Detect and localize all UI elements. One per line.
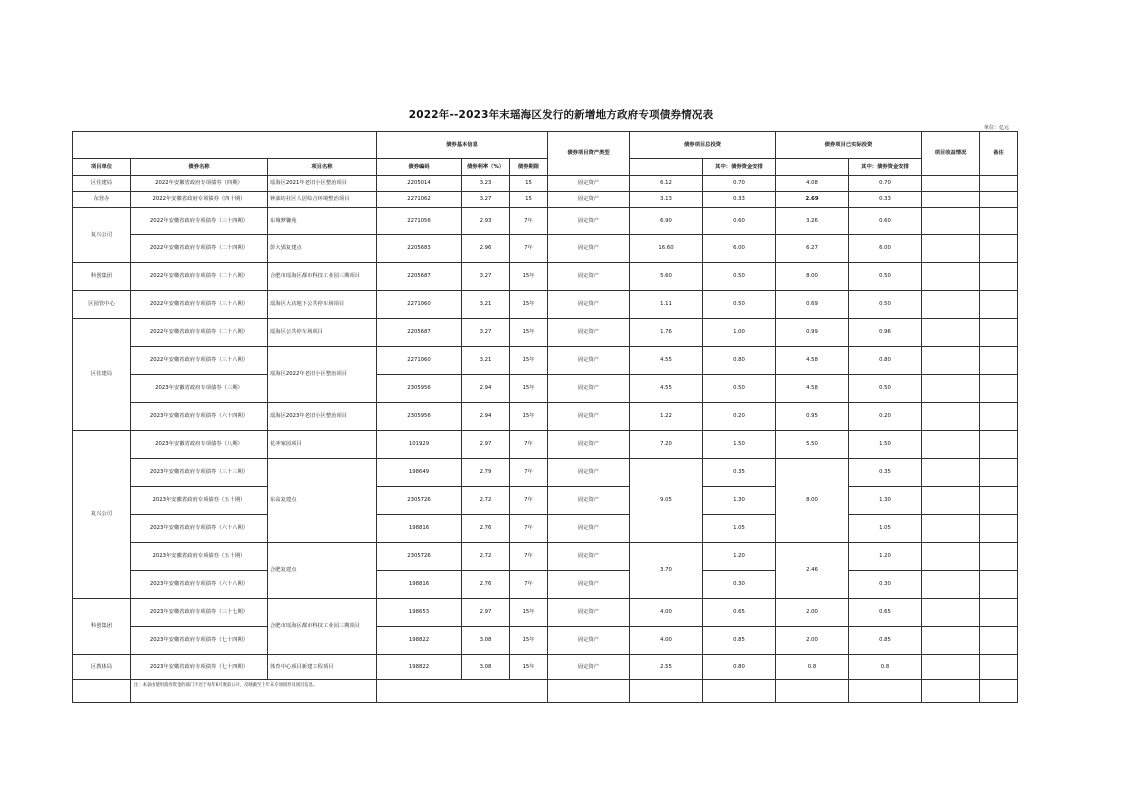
rate-cell: 2.97 — [462, 599, 510, 627]
rate-cell: 2.79 — [462, 459, 510, 487]
bond-name-cell: 2023年安徽省政府专项债券（七十四期） — [131, 655, 268, 680]
project-cell: 东城梦馨苑 — [268, 208, 377, 235]
code-cell: 198822 — [377, 627, 462, 655]
remark-cell — [980, 459, 1018, 487]
project-cell: 瑶海区2022年老旧小区整治项目 — [268, 347, 377, 403]
remark-cell — [980, 347, 1018, 375]
remark-cell — [980, 235, 1018, 263]
term-cell: 7年 — [510, 235, 548, 263]
project-cell: 瑶海区2021年老旧小区整治项目 — [268, 176, 377, 192]
remark-cell — [980, 543, 1018, 571]
note-blank — [73, 680, 131, 703]
total-bond-cell: 0.30 — [703, 571, 776, 599]
header-actual-invest: 债券项目已实际投资 — [776, 132, 922, 159]
remark-cell — [980, 403, 1018, 431]
project-cell: 合肥市瑶海区都市科技工业园三期项目 — [268, 599, 377, 655]
revenue-cell — [922, 347, 980, 375]
rate-cell: 3.21 — [462, 347, 510, 375]
actual-cell: 2.46 — [776, 543, 849, 599]
rate-cell: 2.93 — [462, 208, 510, 235]
table-row — [73, 431, 1018, 459]
revenue-cell — [922, 192, 980, 208]
asset-cell: 固定资产 — [548, 319, 630, 347]
total-bond-cell: 0.33 — [703, 192, 776, 208]
asset-cell: 固定资产 — [548, 375, 630, 403]
code-cell: 2271060 — [377, 291, 462, 319]
total-bond-cell: 0.50 — [703, 291, 776, 319]
remark-cell — [980, 655, 1018, 680]
note-empty-cell — [703, 680, 776, 703]
rate-cell: 3.27 — [462, 263, 510, 291]
rate-cell: 2.72 — [462, 543, 510, 571]
actual-cell: 3.26 — [776, 208, 849, 235]
term-cell: 7年 — [510, 515, 548, 543]
actual-cell: 0.8 — [776, 655, 849, 680]
remark-cell — [980, 487, 1018, 515]
unit-cell: 区住建局 — [73, 319, 131, 431]
total-bond-cell: 0.50 — [703, 375, 776, 403]
bond-name-cell: 2023年安徽省政府专项债券（五十期） — [131, 543, 268, 571]
code-cell: 2271056 — [377, 208, 462, 235]
project-cell: 体育中心项目新建工程项目 — [268, 655, 377, 680]
code-cell: 2205687 — [377, 319, 462, 347]
actual-bond-cell: 1.20 — [849, 543, 922, 571]
term-cell: 7年 — [510, 431, 548, 459]
rate-cell: 2.72 — [462, 487, 510, 515]
note-empty-cell — [922, 680, 980, 703]
note-empty-cell — [980, 680, 1018, 703]
actual-cell: 2.00 — [776, 627, 849, 655]
actual-cell: 5.50 — [776, 431, 849, 459]
revenue-cell — [922, 487, 980, 515]
project-cell: 花冲家园项目 — [268, 431, 377, 459]
actual-cell: 4.58 — [776, 375, 849, 403]
code-cell: 198816 — [377, 571, 462, 599]
remark-cell — [980, 515, 1018, 543]
actual-bond-cell: 0.80 — [849, 347, 922, 375]
code-cell: 198649 — [377, 459, 462, 487]
rate-cell: 2.96 — [462, 235, 510, 263]
unit-label: 单位：亿元 — [983, 125, 1009, 131]
remark-cell — [980, 319, 1018, 347]
revenue-cell — [922, 571, 980, 599]
actual-cell: 2.00 — [776, 599, 849, 627]
actual-bond-cell: 1.05 — [849, 515, 922, 543]
note-empty-cell — [630, 680, 703, 703]
term-cell: 15年 — [510, 263, 548, 291]
unit-cell: 复兴公司 — [73, 208, 131, 263]
term-cell: 15 — [510, 176, 548, 192]
asset-cell: 固定资产 — [548, 627, 630, 655]
table-row — [73, 571, 1018, 599]
bond-name-cell: 2023年安徽省政府专项债券（三期） — [131, 375, 268, 403]
bond-name-cell: 2022年安徽省政府专项债券（三十八期） — [131, 291, 268, 319]
code-cell: 198653 — [377, 599, 462, 627]
total-cell: 9.05 — [630, 459, 703, 543]
header-group-row — [73, 132, 1018, 159]
bond-name-cell: 2022年安徽省政府专项债券（三十八期） — [131, 347, 268, 375]
actual-bond-cell: 0.30 — [849, 571, 922, 599]
actual-cell: 2.69 — [776, 192, 849, 208]
term-cell: 15年 — [510, 375, 548, 403]
project-cell: 合肥市瑶海区都市科技工业园三期项目 — [268, 263, 377, 291]
rate-cell: 3.27 — [462, 192, 510, 208]
actual-bond-cell: 1.50 — [849, 431, 922, 459]
header-actual-blank — [776, 159, 849, 176]
total-cell: 3.13 — [630, 192, 703, 208]
total-cell: 3.70 — [630, 543, 703, 599]
asset-cell: 固定资产 — [548, 431, 630, 459]
note-row — [73, 680, 1018, 703]
revenue-cell — [922, 291, 980, 319]
page-title: 2022年--2023年末瑶海区发行的新增地方政府专项债券情况表 — [408, 109, 714, 121]
total-cell: 2.55 — [630, 655, 703, 680]
project-cell: 瑶海区2023年老旧小区整治项目 — [268, 403, 377, 431]
unit-cell: 区住建局 — [73, 176, 131, 192]
actual-bond-cell: 0.85 — [849, 627, 922, 655]
code-cell: 2205683 — [377, 235, 462, 263]
asset-cell: 固定资产 — [548, 291, 630, 319]
bond-name-cell: 2023年安徽省政府专项债券（六十八期） — [131, 571, 268, 599]
asset-cell: 固定资产 — [548, 263, 630, 291]
bond-name-cell: 2022年安徽省政府专项债券（二十四期） — [131, 235, 268, 263]
header-rate: 债券利率（%） — [462, 159, 510, 176]
total-bond-cell: 1.30 — [703, 487, 776, 515]
actual-cell: 0.95 — [776, 403, 849, 431]
footnote: 注：本表由使用债券资金的部门不迟于每年6月底前公开，反映截至上年末专项债券及项目信息。 — [131, 680, 377, 703]
header-row — [73, 159, 1018, 176]
remark-cell — [980, 627, 1018, 655]
asset-cell: 固定资产 — [548, 571, 630, 599]
term-cell: 7年 — [510, 208, 548, 235]
table-row — [73, 263, 1018, 291]
table-row — [73, 515, 1018, 543]
bond-name-cell: 2023年安徽省政府专项债券（六十四期） — [131, 403, 268, 431]
total-bond-cell: 0.85 — [703, 627, 776, 655]
total-bond-cell: 1.00 — [703, 319, 776, 347]
project-cell: 钟油坊社区人居综合环境整治项目 — [268, 192, 377, 208]
total-bond-cell: 0.80 — [703, 655, 776, 680]
header-bond-name: 债券名称 — [131, 159, 268, 176]
code-cell: 198822 — [377, 655, 462, 680]
actual-bond-cell: 1.30 — [849, 487, 922, 515]
header-total-invest: 债券项目总投资 — [630, 132, 776, 159]
code-cell: 2305956 — [377, 375, 462, 403]
total-bond-cell: 1.20 — [703, 543, 776, 571]
term-cell: 7年 — [510, 487, 548, 515]
bond-name-cell: 2023年安徽省政府专项债券（三十三期） — [131, 459, 268, 487]
table-row — [73, 599, 1018, 627]
revenue-cell — [922, 176, 980, 192]
term-cell: 15年 — [510, 347, 548, 375]
total-cell: 1.76 — [630, 319, 703, 347]
actual-bond-cell: 0.60 — [849, 208, 922, 235]
revenue-cell — [922, 375, 980, 403]
rate-cell: 2.76 — [462, 515, 510, 543]
actual-cell: 4.58 — [776, 347, 849, 375]
total-cell: 4.55 — [630, 375, 703, 403]
remark-cell — [980, 291, 1018, 319]
actual-cell: 6.27 — [776, 235, 849, 263]
rate-cell: 2.76 — [462, 571, 510, 599]
header-remark: 备注 — [980, 132, 1018, 176]
revenue-cell — [922, 599, 980, 627]
bond-name-cell: 2022年安徽省政府专项债券（二十八期） — [131, 319, 268, 347]
header-total-blank — [630, 159, 703, 176]
actual-bond-cell: 0.50 — [849, 291, 922, 319]
asset-cell: 固定资产 — [548, 487, 630, 515]
actual-cell: 8.00 — [776, 459, 849, 543]
total-cell: 1.11 — [630, 291, 703, 319]
remark-cell — [980, 571, 1018, 599]
note-empty-cell — [548, 680, 630, 703]
term-cell: 15年 — [510, 403, 548, 431]
asset-cell: 固定资产 — [548, 192, 630, 208]
remark-cell — [980, 263, 1018, 291]
total-bond-cell: 0.70 — [703, 176, 776, 192]
header-project: 项目名称 — [268, 159, 377, 176]
total-cell: 4.55 — [630, 347, 703, 375]
header-term: 债券期限 — [510, 159, 548, 176]
bond-name-cell: 2023年安徽省政府专项债券（三十七期） — [131, 599, 268, 627]
revenue-cell — [922, 431, 980, 459]
asset-cell: 固定资产 — [548, 403, 630, 431]
total-cell: 4.00 — [630, 599, 703, 627]
table-row — [73, 291, 1018, 319]
header-unit: 项目单位 — [73, 159, 131, 176]
actual-cell: 0.69 — [776, 291, 849, 319]
table-row — [73, 375, 1018, 403]
asset-cell: 固定资产 — [548, 543, 630, 571]
term-cell: 7年 — [510, 571, 548, 599]
total-bond-cell: 0.35 — [703, 459, 776, 487]
code-cell: 2305956 — [377, 403, 462, 431]
table-row — [73, 192, 1018, 208]
total-cell: 16.60 — [630, 235, 703, 263]
rate-cell: 3.08 — [462, 655, 510, 680]
rate-cell: 3.27 — [462, 319, 510, 347]
asset-cell: 固定资产 — [548, 235, 630, 263]
header-blank — [73, 132, 377, 159]
header-code: 债券编码 — [377, 159, 462, 176]
project-cell: 东高复建点 — [268, 459, 377, 543]
note-empty-cell — [849, 680, 922, 703]
code-cell: 2305726 — [377, 487, 462, 515]
bond-name-cell: 2023年安徽省政府专项债券（八期） — [131, 431, 268, 459]
actual-bond-cell: 0.50 — [849, 375, 922, 403]
actual-bond-cell: 0.33 — [849, 192, 922, 208]
revenue-cell — [922, 459, 980, 487]
term-cell: 15年 — [510, 655, 548, 680]
term-cell: 15年 — [510, 319, 548, 347]
revenue-cell — [922, 515, 980, 543]
asset-cell: 固定资产 — [548, 655, 630, 680]
note-empty-cell — [776, 680, 849, 703]
header-revenue: 项目收益情况 — [922, 132, 980, 176]
rate-cell: 3.23 — [462, 176, 510, 192]
term-cell: 7年 — [510, 459, 548, 487]
rate-cell: 2.94 — [462, 403, 510, 431]
code-cell: 198816 — [377, 515, 462, 543]
total-cell: 4.00 — [630, 627, 703, 655]
unit-cell: 复兴公司 — [73, 431, 131, 599]
total-bond-cell: 1.50 — [703, 431, 776, 459]
bond-name-cell: 2023年安徽省政府专项债券（五十期） — [131, 487, 268, 515]
bond-name-cell: 2023年安徽省政府专项债券（七十四期） — [131, 627, 268, 655]
note-empty-cell — [377, 680, 548, 703]
project-cell: 合肥复建点 — [268, 543, 377, 599]
header-total-of-which: 其中：债券资金安排 — [703, 159, 776, 176]
total-bond-cell: 6.00 — [703, 235, 776, 263]
header-actual-of-which: 其中：债券资金安排 — [849, 159, 922, 176]
table-row — [73, 487, 1018, 515]
actual-bond-cell: 0.65 — [849, 599, 922, 627]
actual-bond-cell: 0.8 — [849, 655, 922, 680]
rate-cell: 3.21 — [462, 291, 510, 319]
asset-cell: 固定资产 — [548, 347, 630, 375]
revenue-cell — [922, 627, 980, 655]
table-row — [73, 235, 1018, 263]
total-bond-cell: 0.20 — [703, 403, 776, 431]
asset-cell: 固定资产 — [548, 459, 630, 487]
remark-cell — [980, 192, 1018, 208]
header-asset-type: 债券项目资产类型 — [548, 132, 630, 176]
total-bond-cell: 0.50 — [703, 263, 776, 291]
term-cell: 15年 — [510, 291, 548, 319]
actual-cell: 8.00 — [776, 263, 849, 291]
remark-cell — [980, 431, 1018, 459]
total-cell: 1.22 — [630, 403, 703, 431]
unit-cell: 区教体局 — [73, 655, 131, 680]
actual-bond-cell: 6.00 — [849, 235, 922, 263]
actual-cell: 0.99 — [776, 319, 849, 347]
revenue-cell — [922, 543, 980, 571]
actual-bond-cell: 0.70 — [849, 176, 922, 192]
revenue-cell — [922, 655, 980, 680]
total-bond-cell: 1.05 — [703, 515, 776, 543]
bond-name-cell: 2023年安徽省政府专项债券（六十八期） — [131, 515, 268, 543]
term-cell: 7年 — [510, 543, 548, 571]
actual-bond-cell: 0.20 — [849, 403, 922, 431]
remark-cell — [980, 208, 1018, 235]
rate-cell: 2.94 — [462, 375, 510, 403]
asset-cell: 固定资产 — [548, 599, 630, 627]
table-row — [73, 543, 1018, 571]
revenue-cell — [922, 235, 980, 263]
actual-cell: 4.08 — [776, 176, 849, 192]
asset-cell: 固定资产 — [548, 176, 630, 192]
debt-table — [72, 131, 1018, 703]
asset-cell: 固定资产 — [548, 515, 630, 543]
project-cell: 彭大郢复建点 — [268, 235, 377, 263]
revenue-cell — [922, 263, 980, 291]
code-cell: 101929 — [377, 431, 462, 459]
revenue-cell — [922, 208, 980, 235]
unit-cell: 科创集团 — [73, 599, 131, 655]
table-row — [73, 459, 1018, 487]
total-cell: 6.12 — [630, 176, 703, 192]
code-cell: 2271062 — [377, 192, 462, 208]
asset-cell: 固定资产 — [548, 208, 630, 235]
total-cell: 6.90 — [630, 208, 703, 235]
term-cell: 15年 — [510, 599, 548, 627]
actual-bond-cell: 0.50 — [849, 263, 922, 291]
term-cell: 15年 — [510, 627, 548, 655]
table-row — [73, 655, 1018, 680]
bond-name-cell: 2022年安徽省政府专项债券（二十八期） — [131, 263, 268, 291]
total-cell: 5.60 — [630, 263, 703, 291]
bond-name-cell: 2022年安徽省政府专项债券（四十期） — [131, 192, 268, 208]
table-row — [73, 347, 1018, 375]
remark-cell — [980, 176, 1018, 192]
code-cell: 2271060 — [377, 347, 462, 375]
rate-cell: 2.97 — [462, 431, 510, 459]
code-cell: 2305726 — [377, 543, 462, 571]
total-bond-cell: 0.60 — [703, 208, 776, 235]
total-cell: 7.20 — [630, 431, 703, 459]
actual-bond-cell: 0.35 — [849, 459, 922, 487]
unit-cell: 区园管中心 — [73, 291, 131, 319]
table-row — [73, 403, 1018, 431]
unit-cell: 科创集团 — [73, 263, 131, 291]
total-bond-cell: 0.65 — [703, 599, 776, 627]
header-basic-info: 债券基本信息 — [377, 132, 548, 159]
table-row — [73, 627, 1018, 655]
table-row — [73, 319, 1018, 347]
code-cell: 2205687 — [377, 263, 462, 291]
remark-cell — [980, 599, 1018, 627]
table-row — [73, 208, 1018, 235]
remark-cell — [980, 375, 1018, 403]
project-cell: 瑶海区大店地下公共停车场项目 — [268, 291, 377, 319]
revenue-cell — [922, 319, 980, 347]
term-cell: 15 — [510, 192, 548, 208]
bond-name-cell: 2022年安徽省政府专项债券（四期） — [131, 176, 268, 192]
unit-cell: 东营办 — [73, 192, 131, 208]
table-row — [73, 176, 1018, 192]
actual-bond-cell: 0.96 — [849, 319, 922, 347]
revenue-cell — [922, 403, 980, 431]
total-bond-cell: 0.80 — [703, 347, 776, 375]
project-cell: 瑶海区公共停车场项目 — [268, 319, 377, 347]
code-cell: 2205014 — [377, 176, 462, 192]
bond-name-cell: 2022年安徽省政府专项债券（三十四期） — [131, 208, 268, 235]
rate-cell: 3.08 — [462, 627, 510, 655]
